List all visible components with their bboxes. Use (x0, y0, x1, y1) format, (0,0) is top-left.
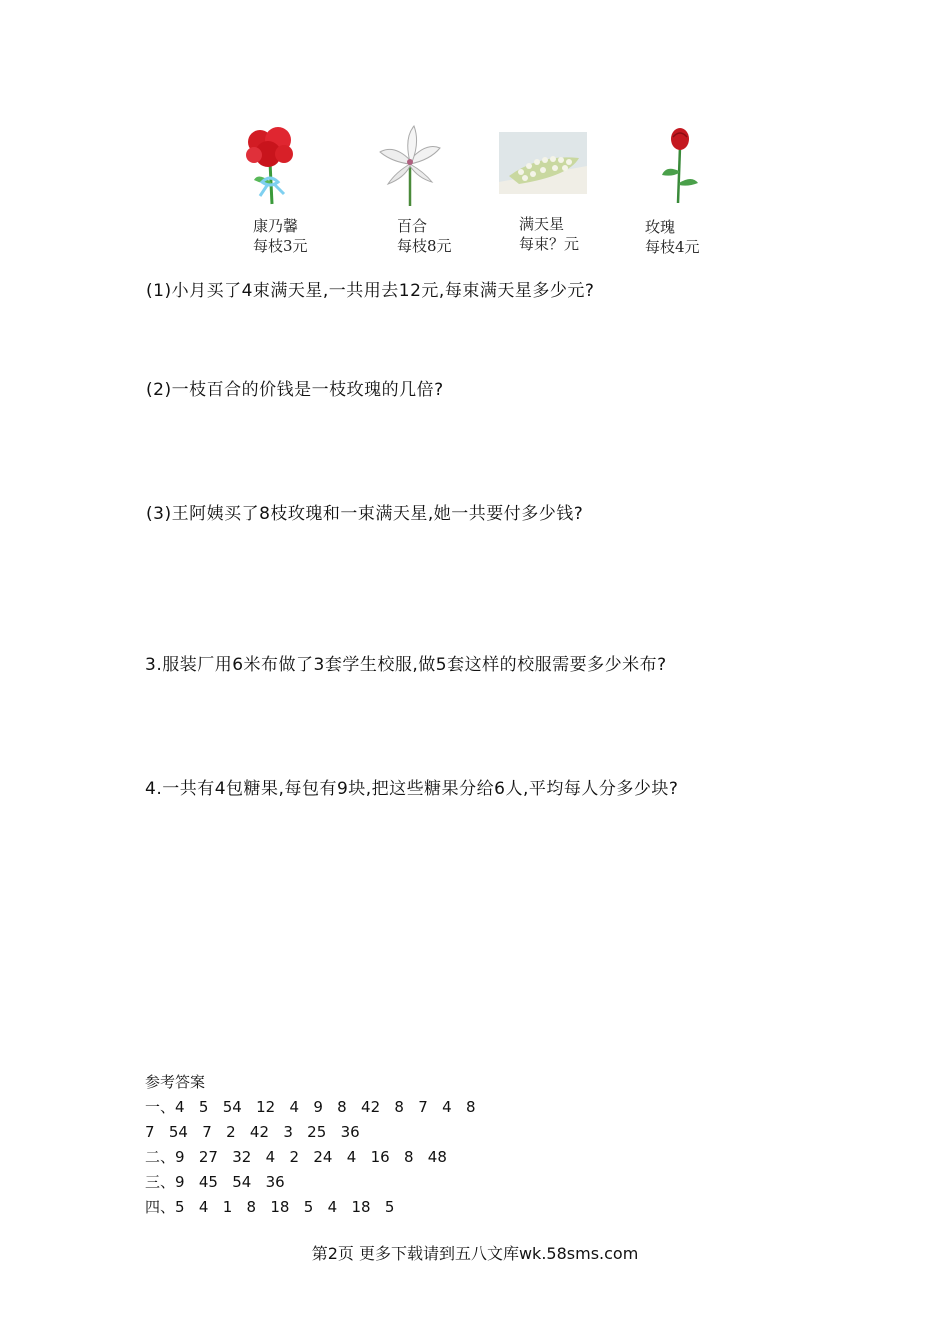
flower-name-babys-breath: 满天星 (519, 215, 565, 233)
flower-name-rose: 玫瑰 (645, 218, 676, 236)
rose-icon (656, 127, 702, 205)
flower-price-lily: 每枝8元 (397, 237, 452, 255)
flower-price-rose: 每枝4元 (645, 238, 700, 256)
flower-name-carnation: 康乃馨 (253, 217, 299, 235)
question-1: (1)小月买了4束满天星,一共用去12元,每束满天星多少元? (146, 281, 595, 301)
carnation-icon (240, 122, 300, 206)
answer-line-3: 二、9 27 32 4 2 24 4 16 8 48 (145, 1148, 447, 1166)
question-3: (3)王阿姨买了8枝玫瑰和一束满天星,她一共要付多少钱? (146, 504, 584, 524)
answer-line-2: 7 54 7 2 42 3 25 36 (145, 1123, 360, 1141)
flower-price-babys-breath: 每束？元 (519, 235, 580, 253)
question-2: (2)一枝百合的价钱是一枝玫瑰的几倍? (146, 380, 444, 400)
rose-picture (656, 127, 702, 205)
carnation-picture (240, 122, 300, 206)
flower-name-lily: 百合 (397, 217, 428, 235)
answer-line-1: 一、4 5 54 12 4 9 8 42 8 7 4 8 (145, 1098, 476, 1116)
lily-icon (374, 124, 444, 208)
lily-picture (374, 124, 444, 208)
babys-breath-icon (499, 132, 587, 194)
page-footer: 第2页 更多下载请到五八文库wk.58sms.com (311, 1244, 639, 1263)
flower-price-carnation: 每枝3元 (253, 237, 308, 255)
answer-line-5: 四、5 4 1 8 18 5 4 18 5 (145, 1198, 395, 1216)
question-problem-3: 3.服装厂用6米布做了3套学生校服,做5套这样的校服需要多少米布? (145, 655, 667, 675)
question-problem-4: 4.一共有4包糖果,每包有9块,把这些糖果分给6人,平均每人分多少块? (145, 779, 679, 799)
answer-line-4: 三、9 45 54 36 (145, 1173, 285, 1191)
answers-title: 参考答案 (145, 1073, 206, 1091)
babys-breath-picture (499, 132, 587, 194)
